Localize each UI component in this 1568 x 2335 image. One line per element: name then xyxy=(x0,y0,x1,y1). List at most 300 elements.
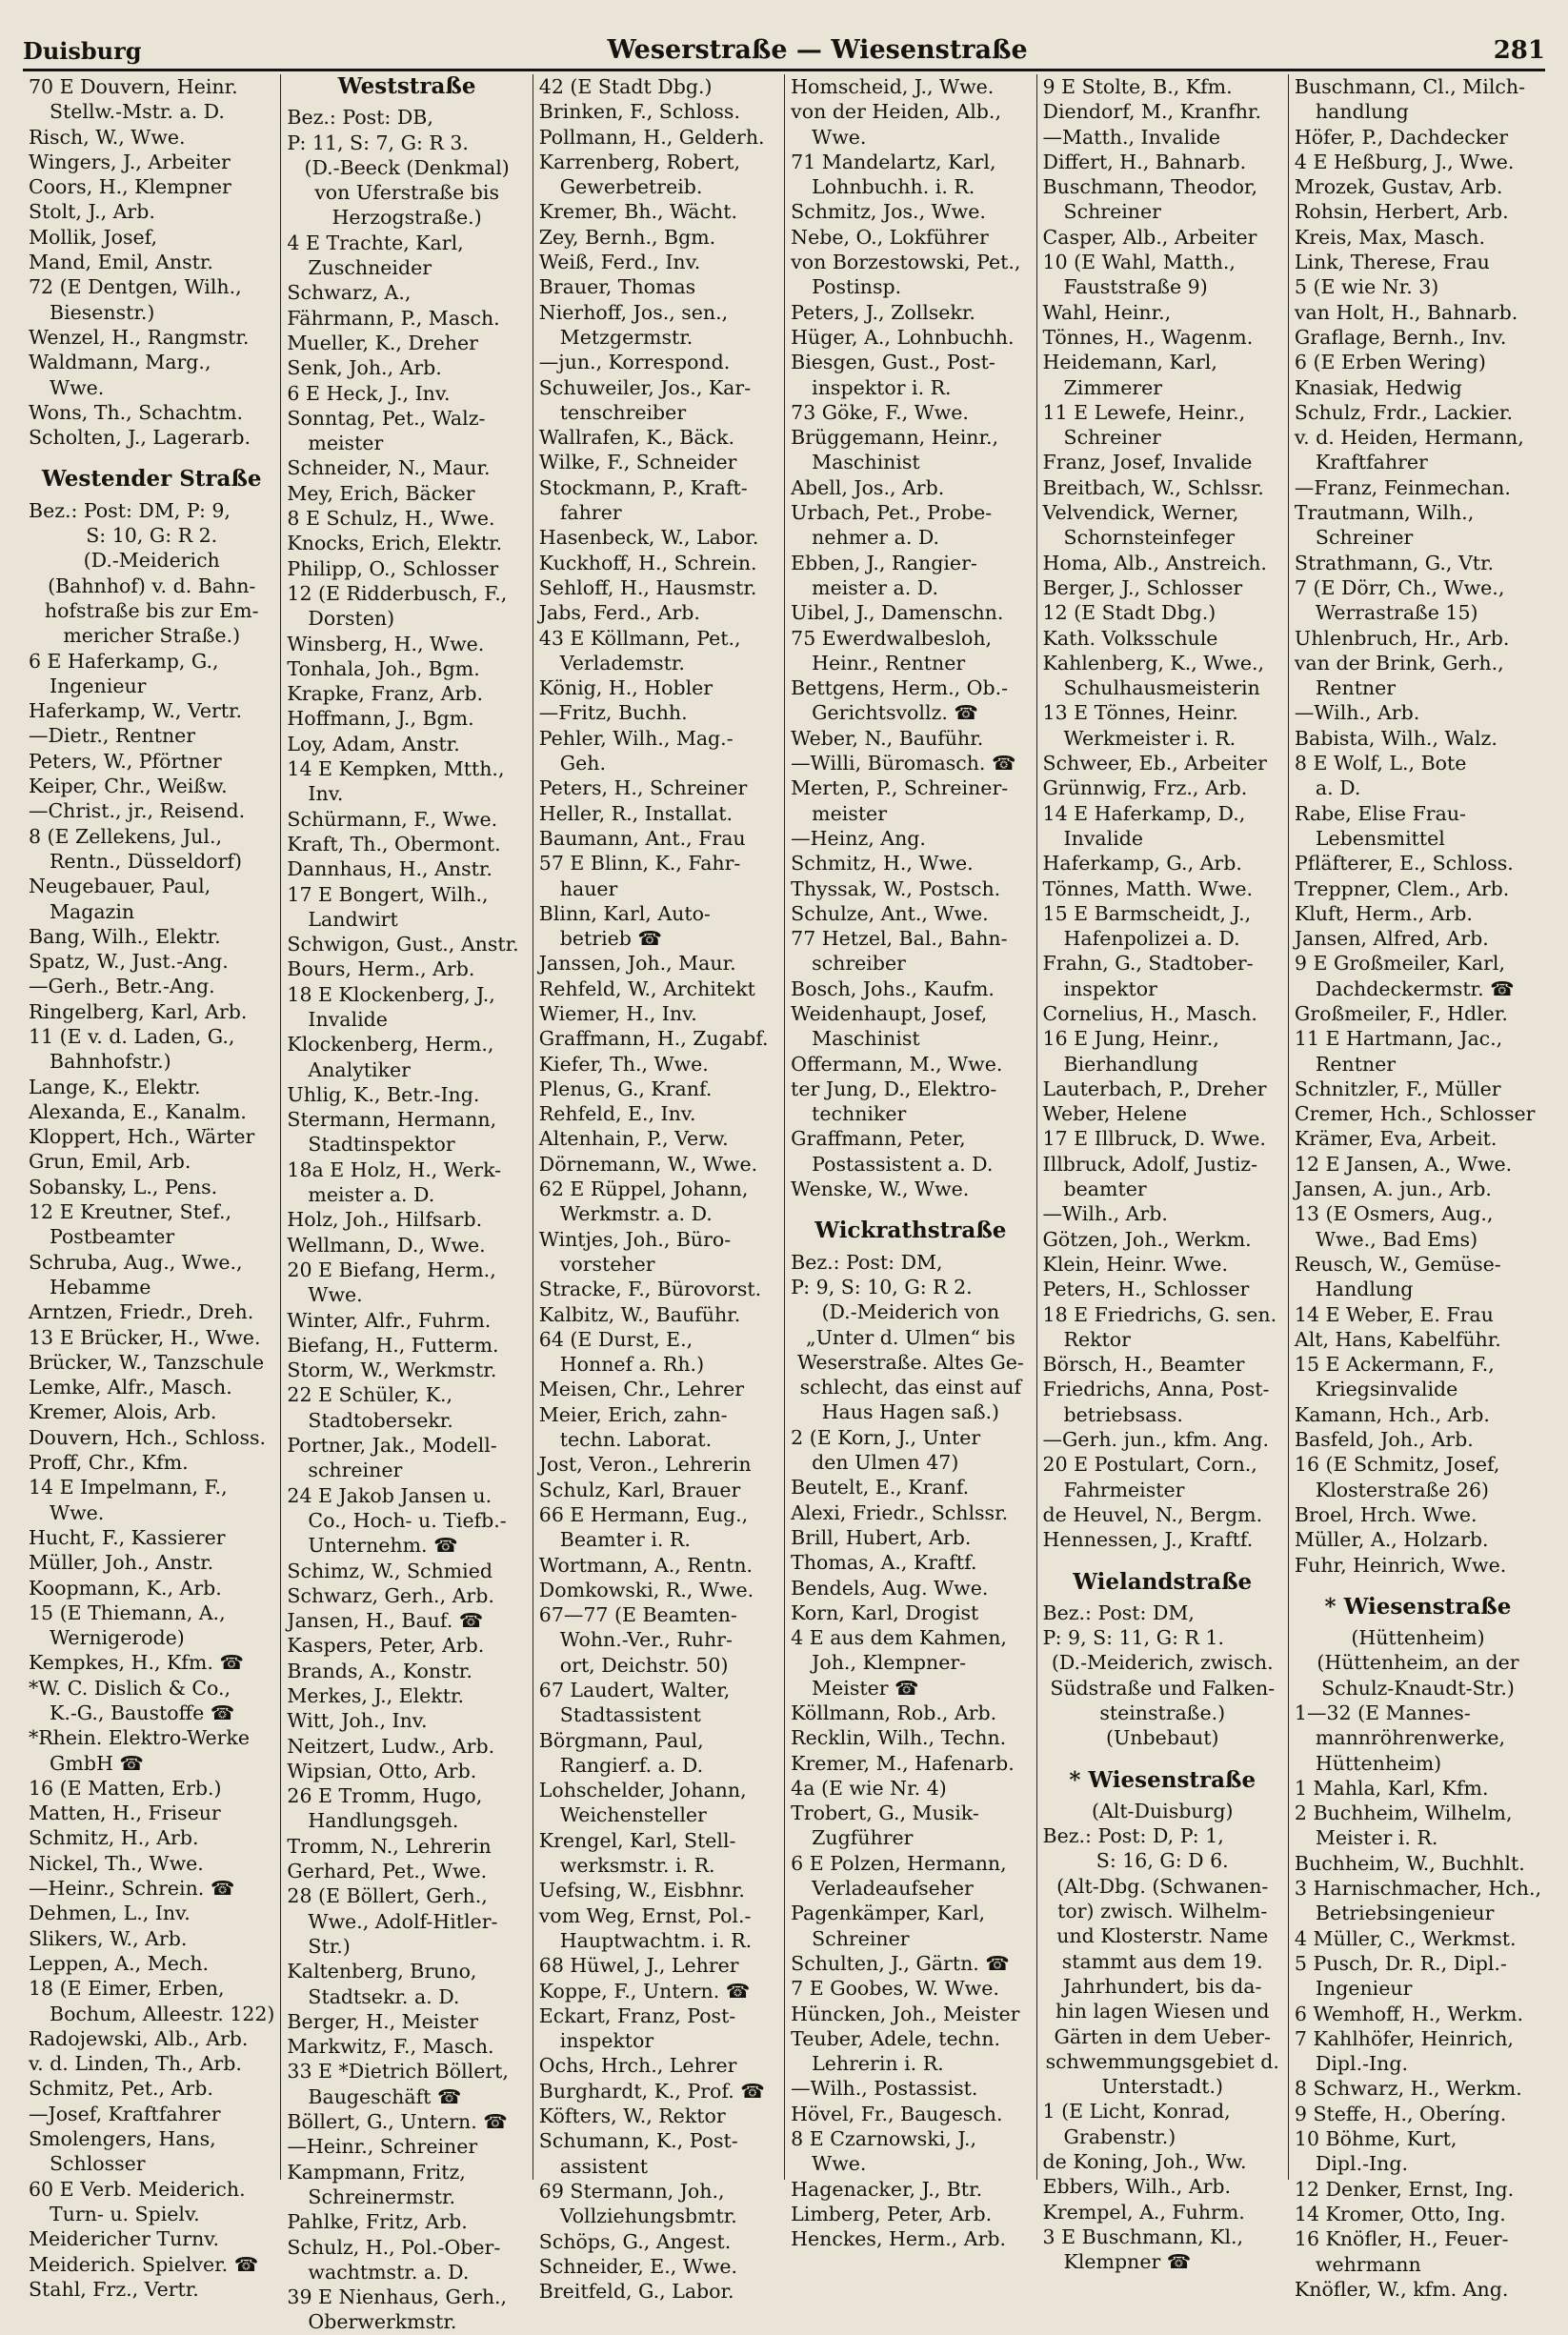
entry-line: 33 E *Dietrich Böllert, xyxy=(287,2060,509,2083)
entry-line: Wipsian, Otto, Arb. xyxy=(287,1759,477,1782)
entry-line: Schruba, Aug., Wwe., xyxy=(29,1250,243,1274)
entry-line: Schwigon, Gust., Anstr. xyxy=(287,933,519,956)
entry-line: Hasenbeck, W., Labor. xyxy=(538,526,759,550)
page-header xyxy=(23,29,1545,71)
entry-line: 13 E Tönnes, Heinr. xyxy=(1042,701,1238,725)
entry-line: Heidemann, Karl, xyxy=(1042,351,1217,374)
entry-line: Witt, Joh., Inv. xyxy=(287,1709,428,1733)
entry-line: Spatz, W., Just.-Ang. xyxy=(29,950,229,974)
entry-line: Kaspers, Peter, Arb. xyxy=(287,1634,485,1658)
entry-line: *W. C. Dislich & Co., xyxy=(29,1676,231,1700)
entry-line: Jansen, A. jun., Arb. xyxy=(1294,1178,1492,1201)
entry-line: Diendorf, M., Kranfhr. xyxy=(1042,100,1261,124)
entry-continuation: GmbH ☎ xyxy=(50,1751,144,1775)
entry-line: 5 Pusch, Dr. R., Dipl.- xyxy=(1294,1951,1507,1975)
entry-line: Blinn, Karl, Auto- xyxy=(538,901,711,925)
entry-continuation: Hauptwachtm. i. R. xyxy=(559,1928,753,1952)
entry-line: Janssen, Joh., Maur. xyxy=(538,952,736,976)
entry-line: Frahn, G., Stadtober- xyxy=(1042,952,1254,976)
entry-line: Plenus, G., Kranf. xyxy=(538,1077,713,1100)
entry-continuation: Stadtobersekr. xyxy=(308,1408,453,1432)
street-note: Jahrhundert, bis da- xyxy=(1063,1974,1262,1998)
entry-continuation: Metzgermstr. xyxy=(559,325,694,349)
entry-continuation: mannröhrenwerke, xyxy=(1315,1726,1506,1750)
entry-line: Schweer, Eb., Arbeiter xyxy=(1042,752,1267,775)
entry-line: 2 Buchheim, Wilhelm, xyxy=(1294,1802,1513,1825)
entry-line: Teuber, Adele, techn. xyxy=(791,2026,1000,2050)
column-4 xyxy=(784,74,1035,2251)
entry-line: —Christ., jr., Reisend. xyxy=(29,799,246,823)
entry-continuation: Schreinermstr. xyxy=(308,2184,456,2208)
entry-line: von der Heiden, Alb., xyxy=(791,100,1001,124)
entry-continuation: Inv. xyxy=(308,782,344,806)
entry-line: 10 (E Wahl, Matth., xyxy=(1042,251,1236,274)
entry-line: Homscheid, J., Wwe. xyxy=(791,75,995,98)
entry-line: Buschmann, Cl., Milch- xyxy=(1294,75,1525,98)
entry-continuation: Wwe. xyxy=(50,375,105,399)
entry-line: Rehfeld, E., Inv. xyxy=(538,1102,696,1126)
entry-line: Markwitz, F., Masch. xyxy=(287,2035,494,2059)
entry-continuation: Rentner xyxy=(1315,676,1397,700)
entry-line: 15 E Ackermann, F., xyxy=(1294,1353,1495,1377)
entry-line: Haferkamp, W., Vertr. xyxy=(29,699,243,723)
entry-continuation: Zugführer xyxy=(812,1826,914,1850)
entry-line: Treppner, Clem., Arb. xyxy=(1294,876,1510,900)
entry-line: Brüggemann, Heinr., xyxy=(791,426,999,450)
entry-continuation: Stadtsekr. a. D. xyxy=(308,1984,460,2008)
entry-line: Pollmann, H., Gelderh. xyxy=(538,125,765,149)
district-info: P: 11, S: 7, G: R 3. xyxy=(287,131,469,154)
entry-line: —Matth., Invalide xyxy=(1042,125,1220,149)
entry-line: Brands, A., Konstr. xyxy=(287,1659,472,1682)
entry-line: 20 E Biefang, Herm., xyxy=(287,1258,496,1281)
entry-line: Sehloff, H., Hausmstr. xyxy=(538,575,757,599)
entry-line: Krapke, Franz, Arb. xyxy=(287,682,483,706)
entry-continuation: Meister i. R. xyxy=(1315,1826,1438,1850)
entry-line: van Holt, H., Bahnarb. xyxy=(1294,300,1518,324)
entry-line: Schöps, G., Angest. xyxy=(538,2229,732,2253)
entry-line: Friedrichs, Anna, Post- xyxy=(1042,1378,1270,1401)
street-note: (Alt-Dbg. (Schwanen- xyxy=(1056,1874,1269,1898)
entry-continuation: inspektor i. R. xyxy=(812,375,952,399)
entry-line: Kampmann, Fritz, xyxy=(287,2160,466,2184)
entry-line: Jost, Veron., Lehrerin xyxy=(538,1453,752,1477)
entry-line: Mey, Erich, Bäcker xyxy=(287,481,475,505)
entry-line: —Gerh., Betr.-Ang. xyxy=(29,975,215,998)
entry-line: 16 (E Matten, Erb.) xyxy=(29,1776,222,1800)
entry-continuation: Schreiner xyxy=(812,1926,910,1950)
entry-line: Schuweiler, Jos., Kar- xyxy=(538,375,752,399)
entry-line: Meidericher Turnv. xyxy=(29,2227,219,2251)
entry-line: Weiß, Ferd., Inv. xyxy=(538,251,701,274)
entry-continuation: Co., Hoch- u. Tiefb.- xyxy=(308,1508,507,1532)
entry-continuation: Schlosser xyxy=(50,2152,146,2176)
entry-continuation: Werrastraße 15) xyxy=(1315,601,1478,625)
entry-line: 70 E Douvern, Heinr. xyxy=(29,75,238,98)
entry-continuation: Gerichtsvollz. ☎ xyxy=(812,701,978,725)
entry-line: Babista, Wilh., Walz. xyxy=(1294,726,1498,750)
entry-line: 22 E Schüler, K., xyxy=(287,1383,453,1407)
entry-line: Schmitz, H., Arb. xyxy=(29,1826,199,1850)
entry-line: Berger, H., Meister xyxy=(287,2009,479,2033)
entry-continuation: Schreiner xyxy=(1315,526,1414,550)
entry-continuation: assistent xyxy=(559,2154,648,2178)
entry-line: Hüger, A., Lohnbuchh. xyxy=(791,325,1015,349)
entry-line: Brauer, Thomas xyxy=(538,275,696,299)
entry-continuation: Werkmeister i. R. xyxy=(1063,726,1236,750)
entry-line: Mand, Emil, Anstr. xyxy=(29,251,213,274)
street-heading: Wickrathstraße xyxy=(814,1218,1007,1244)
entry-continuation: Wernigerode) xyxy=(50,1626,185,1650)
entry-continuation: Wwe. xyxy=(308,1283,363,1307)
entry-continuation: Weichensteller xyxy=(559,1803,707,1827)
street-note: von Uferstraße bis xyxy=(314,181,499,205)
entry-line: Weber, N., Bauführ. xyxy=(791,726,984,750)
entry-line: van der Brink, Gerh., xyxy=(1294,651,1504,674)
entry-line: Kremer, Alois, Arb. xyxy=(29,1400,217,1424)
entry-line: Mollik, Josef, xyxy=(29,225,158,249)
entry-continuation: Kriegsinvalide xyxy=(1315,1378,1458,1401)
entry-line: Wellmann, D., Wwe. xyxy=(287,1233,486,1257)
street-note: Schulz-Knaudt-Str.) xyxy=(1321,1676,1515,1700)
entry-line: Wortmann, A., Rentn. xyxy=(538,1553,754,1577)
entry-line: 6 E Haferkamp, G., xyxy=(29,649,219,673)
entry-continuation: meister xyxy=(308,432,384,455)
entry-continuation: Lebensmittel xyxy=(1315,826,1445,850)
street-note: (Unbebaut) xyxy=(1105,1726,1219,1750)
entry-continuation: Ingenieur xyxy=(50,674,147,697)
entry-line: Sobansky, L., Pens. xyxy=(29,1175,218,1198)
entry-line: König, H., Hobler xyxy=(538,676,714,700)
entry-line: Senk, Joh., Arb. xyxy=(287,356,442,380)
entry-line: Schulze, Ant., Wwe. xyxy=(791,901,989,925)
entry-line: 62 E Rüppel, Johann, xyxy=(538,1178,749,1201)
entry-line: Jansen, H., Bauf. ☎ xyxy=(287,1609,484,1633)
entry-continuation: Rentn., Düsseldorf) xyxy=(50,849,242,873)
entry-line: Nierhoff, Jos., sen., xyxy=(538,300,729,324)
entry-line: Douvern, Hch., Schloss. xyxy=(29,1425,267,1449)
entry-line: Schulz, Frdr., Lackier. xyxy=(1294,400,1513,424)
header-title: Weserstraße — Wiesenstraße xyxy=(607,35,1028,65)
entry-line: Pagenkämper, Karl, xyxy=(791,1902,986,1925)
entry-line: Grun, Emil, Arb. xyxy=(29,1150,191,1174)
entry-continuation: vorsteher xyxy=(559,1252,655,1276)
entry-line: Meiderich. Spielver. ☎ xyxy=(29,2252,259,2276)
entry-line: —Heinz, Ang. xyxy=(791,826,926,850)
entry-continuation: a. D. xyxy=(1315,776,1361,800)
entry-continuation: Meister ☎ xyxy=(812,1676,919,1700)
entry-continuation: Biesenstr.) xyxy=(50,300,155,324)
entry-line: v. d. Heiden, Hermann, xyxy=(1294,426,1524,450)
entry-line: 1 (E Licht, Konrad, xyxy=(1042,2100,1231,2124)
entry-line: Schneider, N., Maur. xyxy=(287,456,491,480)
entry-line: 1 Mahla, Karl, Kfm. xyxy=(1294,1776,1489,1800)
entry-continuation: inspektor xyxy=(1063,976,1157,1000)
entry-line: 18a E Holz, H., Werk- xyxy=(287,1157,502,1181)
entry-continuation: Dachdeckermstr. ☎ xyxy=(1315,976,1515,1000)
street-heading: * Wiesenstraße xyxy=(1324,1593,1512,1620)
street-note: schlecht, das einst auf xyxy=(799,1376,1022,1399)
entry-line: Thomas, A., Kraftf. xyxy=(791,1551,977,1575)
entry-line: 4 E Trachte, Karl, xyxy=(287,231,464,254)
street-note: Weserstraße. Altes Ge- xyxy=(796,1350,1024,1374)
page-number: 281 xyxy=(1493,36,1545,65)
entry-line: 14 E Kempken, Mtth., xyxy=(287,757,505,781)
entry-line: Hagenacker, J., Btr. xyxy=(791,2177,983,2201)
entry-line: 4a (E wie Nr. 4) xyxy=(791,1776,947,1800)
entry-continuation: Zuschneider xyxy=(308,256,432,280)
entry-line: Kamann, Hch., Arb. xyxy=(1294,1402,1490,1426)
entry-continuation: Rentner xyxy=(1315,1052,1397,1076)
entry-continuation: Landwirt xyxy=(308,907,398,931)
entry-line: 60 E Verb. Meiderich. xyxy=(29,2177,246,2201)
entry-line: Hüncken, Joh., Meister xyxy=(791,2002,1020,2025)
entry-line: 7 E Goobes, W. Wwe. xyxy=(791,1977,999,2001)
entry-continuation: Wwe., Adolf-Hitler- xyxy=(308,1909,498,1933)
entry-line: 15 (E Thiemann, A., xyxy=(29,1600,226,1624)
entry-line: Peters, J., Zollsekr. xyxy=(791,300,975,324)
entry-line: Knöfler, W., kfm. Ang. xyxy=(1294,2277,1509,2301)
column-5 xyxy=(1036,74,1288,2274)
entry-line: Tromm, N., Lehrerin xyxy=(287,1834,492,1858)
entry-line: 4 Müller, C., Werkmst. xyxy=(1294,1926,1517,1950)
entry-line: Hoffmann, J., Bgm. xyxy=(287,707,474,731)
entry-line: Arntzen, Friedr., Dreh. xyxy=(29,1300,254,1324)
entry-line: Hövel, Fr., Baugesch. xyxy=(791,2102,1003,2125)
entry-line: 8 E Czarnowski, J., xyxy=(791,2127,977,2151)
entry-line: 72 (E Dentgen, Wilh., xyxy=(29,275,242,299)
entry-line: de Koning, Joh., Ww. xyxy=(1042,2150,1247,2174)
entry-continuation: Verladeaufseher xyxy=(812,1877,974,1901)
entry-line: 7 Kahlhöfer, Heinrich, xyxy=(1294,2026,1514,2050)
entry-line: Ebbers, Wilh., Arb. xyxy=(1042,2175,1232,2199)
entry-line: Baumann, Ant., Frau xyxy=(538,826,746,850)
entry-line: 67 Laudert, Walter, xyxy=(538,1679,731,1701)
entry-line: Breitbach, W., Schlssr. xyxy=(1042,475,1264,499)
entry-line: Rehfeld, W., Architekt xyxy=(538,976,755,1000)
entry-continuation: Handlung xyxy=(1315,1278,1414,1301)
entry-line: 67—77 (E Beamten- xyxy=(538,1603,737,1627)
entry-line: Wallrafen, K., Bäck. xyxy=(538,426,734,450)
entry-line: von Borzestowski, Pet., xyxy=(791,251,1021,274)
entry-line: Velvendick, Werner, xyxy=(1042,501,1239,525)
entry-continuation: Geh. xyxy=(559,752,607,775)
entry-line: 8 E Wolf, L., Bote xyxy=(1294,752,1467,775)
entry-continuation: Magazin xyxy=(50,899,135,923)
entry-line: Pfläfterer, E., Schloss. xyxy=(1294,852,1514,876)
street-note: mericher Straße.) xyxy=(63,624,241,648)
entry-line: Mrozek, Gustav, Arb. xyxy=(1294,175,1503,199)
entry-line: Schmitz, Pet., Arb. xyxy=(29,2077,213,2101)
entry-continuation: ort, Deichstr. 50) xyxy=(559,1653,729,1677)
entry-line: 20 E Postulart, Corn., xyxy=(1042,1453,1257,1477)
entry-line: Biesgen, Gust., Post- xyxy=(791,351,995,374)
entry-line: 6 E Polzen, Hermann, xyxy=(791,1851,1007,1875)
street-note: (Hüttenheim, an der xyxy=(1317,1651,1519,1675)
entry-line: —Willi, Büromasch. ☎ xyxy=(791,752,1016,775)
entry-continuation: Schornsteinfeger xyxy=(1063,526,1236,550)
entry-line: Leppen, A., Mech. xyxy=(29,1951,210,1975)
entry-continuation: Lohnbuchh. i. R. xyxy=(812,175,975,199)
entry-continuation: Zimmerer xyxy=(1063,375,1163,399)
entry-line: Kraft, Th., Obermont. xyxy=(287,832,501,855)
entry-line: 12 (E Stadt Dbg.) xyxy=(1042,601,1216,625)
entry-line: Kalbitz, W., Bauführ. xyxy=(538,1302,741,1326)
entry-line: Graflage, Bernh., Inv. xyxy=(1294,325,1507,349)
entry-line: Differt, H., Bahnarb. xyxy=(1042,150,1247,173)
entry-continuation: Postassistent a. D. xyxy=(812,1152,994,1176)
entry-line: 7 (E Dörr, Ch., Wwe., xyxy=(1294,575,1505,599)
entry-continuation: Stadtassistent xyxy=(559,1703,701,1727)
entry-line: Graffmann, H., Zugabf. xyxy=(538,1027,769,1051)
entry-line: Kempkes, H., Kfm. ☎ xyxy=(29,1651,244,1675)
entry-line: Wahl, Heinr., xyxy=(1042,300,1172,324)
entry-line: 9 Steffe, H., Oberíng. xyxy=(1294,2102,1507,2125)
entry-line: 14 E Weber, E. Frau xyxy=(1294,1302,1494,1326)
entry-continuation: techn. Laborat. xyxy=(559,1428,713,1452)
entry-line: Wilke, F., Schneider xyxy=(538,451,737,474)
entry-continuation: Unternehm. ☎ xyxy=(308,1534,458,1558)
entry-line: Tonhala, Joh., Bgm. xyxy=(287,656,480,680)
entry-line: 17 E Bongert, Wilh., xyxy=(287,882,489,906)
entry-continuation: Hafenpolizei a. D. xyxy=(1063,927,1240,951)
entry-continuation: Dorsten) xyxy=(308,607,395,631)
entry-line: 43 E Köllmann, Pet., xyxy=(538,626,741,650)
entry-line: 3 E Buschmann, Kl., xyxy=(1042,2224,1244,2248)
entry-line: Knocks, Erich, Elektr. xyxy=(287,532,503,555)
entry-line: Klockenberg, Herm., xyxy=(287,1033,494,1057)
entry-continuation: Verlademstr. xyxy=(559,651,685,674)
entry-line: Eckart, Franz, Post- xyxy=(538,2003,736,2027)
street-heading: Wielandstraße xyxy=(1073,1568,1253,1595)
entry-line: 18 E Friedrichs, G. sen. xyxy=(1042,1302,1277,1326)
entry-line: Uhlig, K., Betr.-Ing. xyxy=(287,1082,480,1106)
entry-line: Henckes, Herm., Arb. xyxy=(791,2227,1007,2251)
entry-line: Börsch, H., Beamter xyxy=(1042,1353,1245,1377)
entry-line: Bettgens, Herm., Ob.- xyxy=(791,676,1009,700)
entry-line: Alt, Hans, Kabelführ. xyxy=(1294,1327,1501,1351)
entry-line: Wenske, W., Wwe. xyxy=(791,1178,970,1201)
entry-line: Stahl, Frz., Vertr. xyxy=(29,2277,199,2301)
entry-line: Krempel, A., Fuhrm. xyxy=(1042,2200,1245,2224)
entry-line: Keiper, Chr., Weißw. xyxy=(29,775,228,798)
entry-line: Müller, Joh., Anstr. xyxy=(29,1551,214,1575)
entry-continuation: Dipl.-Ing. xyxy=(1315,2152,1408,2176)
entry-line: Abell, Jos., Arb. xyxy=(791,475,945,499)
entry-line: Tönnes, Matth. Wwe. xyxy=(1042,876,1254,900)
entry-continuation: Wohn.-Ver., Ruhr- xyxy=(559,1628,733,1652)
column-1 xyxy=(23,74,280,2301)
entry-line: Meisen, Chr., Lehrer xyxy=(538,1378,745,1401)
entry-continuation: Invalide xyxy=(308,1007,388,1031)
entry-line: Graffmann, Peter, xyxy=(791,1127,966,1151)
entry-line: —Franz, Feinmechan. xyxy=(1294,475,1511,499)
entry-line: Weidenhaupt, Josef, xyxy=(791,1001,988,1025)
entry-line: Burghardt, K., Prof. ☎ xyxy=(538,2079,765,2103)
entry-line: Heller, R., Installat. xyxy=(538,801,733,825)
entry-continuation: Oberwerkmstr. xyxy=(308,2310,457,2334)
entry-continuation: wehrmann xyxy=(1315,2252,1421,2276)
street-note: (D.-Meiderich, zwisch. xyxy=(1051,1651,1274,1675)
entry-continuation: den Ulmen 47) xyxy=(812,1451,959,1475)
directory-columns xyxy=(23,73,1547,2334)
entry-line: —jun., Korrespond. xyxy=(538,351,731,374)
entry-line: 11 (E v. d. Laden, G., xyxy=(29,1024,235,1048)
entry-continuation: hauer xyxy=(559,876,618,900)
entry-line: —Josef, Kraftfahrer xyxy=(29,2102,221,2125)
entry-continuation: Rangierf. a. D. xyxy=(559,1753,704,1777)
entry-continuation: Handlungsgeh. xyxy=(308,1809,459,1833)
entry-line: Wons, Th., Schachtm. xyxy=(29,400,244,424)
entry-line: Brinken, F., Schloss. xyxy=(538,100,740,124)
district-info: Bez.: Post: DM, xyxy=(791,1250,943,1274)
street-note: Gärten in dem Ueber- xyxy=(1054,2024,1271,2048)
entry-line: 10 Böhme, Kurt, xyxy=(1294,2127,1457,2151)
entry-continuation: Rektor xyxy=(1063,1327,1131,1351)
entry-line: Merkes, J., Elektr. xyxy=(287,1684,465,1707)
entry-continuation: Turn- u. Spielv. xyxy=(50,2202,200,2225)
entry-line: Nickel, Th., Wwe. xyxy=(29,1851,204,1875)
entry-line: Dehmen, L., Inv. xyxy=(29,1902,191,1925)
entry-line: 73 Göke, F., Wwe. xyxy=(791,400,969,424)
entry-continuation: Bochum, Alleestr. 122) xyxy=(50,2002,275,2025)
entry-line: Mueller, K., Dreher xyxy=(287,331,478,354)
entry-line: Ochs, Hrch., Lehrer xyxy=(538,2054,737,2078)
entry-line: 12 (E Ridderbusch, F., xyxy=(287,581,508,605)
entry-line: Kreis, Max, Masch. xyxy=(1294,225,1486,249)
district-info: Bez.: Post: DM, xyxy=(1042,1600,1195,1624)
entry-continuation: beamter xyxy=(1063,1178,1147,1201)
entry-continuation: Gewerbetreib. xyxy=(559,175,703,199)
entry-line: Schulz, Karl, Brauer xyxy=(538,1478,741,1501)
entry-continuation: Stellw.-Mstr. a. D. xyxy=(50,100,225,124)
entry-continuation: Honnef a. Rh.) xyxy=(559,1353,705,1377)
entry-line: Karrenberg, Robert, xyxy=(538,150,741,173)
entry-line: Stermann, Hermann, xyxy=(287,1108,497,1132)
street-note: S: 16, G: D 6. xyxy=(1096,1849,1229,1873)
entry-continuation: Lehrerin i. R. xyxy=(812,2052,944,2076)
entry-line: 9 E Großmeiler, Karl, xyxy=(1294,952,1505,976)
entry-line: —Wilh., Postassist. xyxy=(791,2077,978,2101)
street-note: hin lagen Wiesen und xyxy=(1055,2000,1270,2023)
entry-continuation: Schreiner xyxy=(1063,200,1161,224)
entry-line: Klein, Heinr. Wwe. xyxy=(1042,1252,1228,1276)
entry-line: 69 Stermann, Joh., xyxy=(538,2179,725,2203)
entry-line: 3 Harnischmacher, Hch., xyxy=(1294,1877,1541,1901)
entry-line: 16 E Jung, Heinr., xyxy=(1042,1027,1219,1051)
entry-line: Cremer, Hch., Schlosser xyxy=(1294,1102,1536,1126)
entry-line: Köllmann, Rob., Arb. xyxy=(791,1701,997,1724)
entry-continuation: Klempner ☎ xyxy=(1063,2250,1192,2274)
entry-line: Peters, H., Schlosser xyxy=(1042,1278,1250,1301)
entry-continuation: schreiner xyxy=(308,1459,403,1482)
entry-line: Holz, Joh., Hilfsarb. xyxy=(287,1208,483,1232)
entry-line: Peters, H., Schreiner xyxy=(538,776,748,800)
entry-line: Sonntag, Pet., Walz- xyxy=(287,406,486,430)
entry-line: Zey, Bernh., Bgm. xyxy=(538,225,716,249)
entry-line: 12 Denker, Ernst, Ing. xyxy=(1294,2177,1515,2201)
street-note: Unterstadt.) xyxy=(1101,2075,1223,2099)
entry-line: Trobert, G., Musik- xyxy=(791,1802,979,1825)
entry-continuation: Heinr., Rentner xyxy=(812,651,966,674)
entry-line: 2 (E Korn, J., Unter xyxy=(791,1425,981,1449)
entry-line: Lohschelder, Johann, xyxy=(538,1779,747,1802)
entry-line: Stockmann, P., Kraft- xyxy=(538,475,748,499)
entry-continuation: werksmstr. i. R. xyxy=(559,1854,715,1878)
entry-line: 5 (E wie Nr. 3) xyxy=(1294,275,1439,299)
entry-line: Domkowski, R., Wwe. xyxy=(538,1578,754,1601)
entry-line: Beutelt, E., Kranf. xyxy=(791,1476,970,1500)
